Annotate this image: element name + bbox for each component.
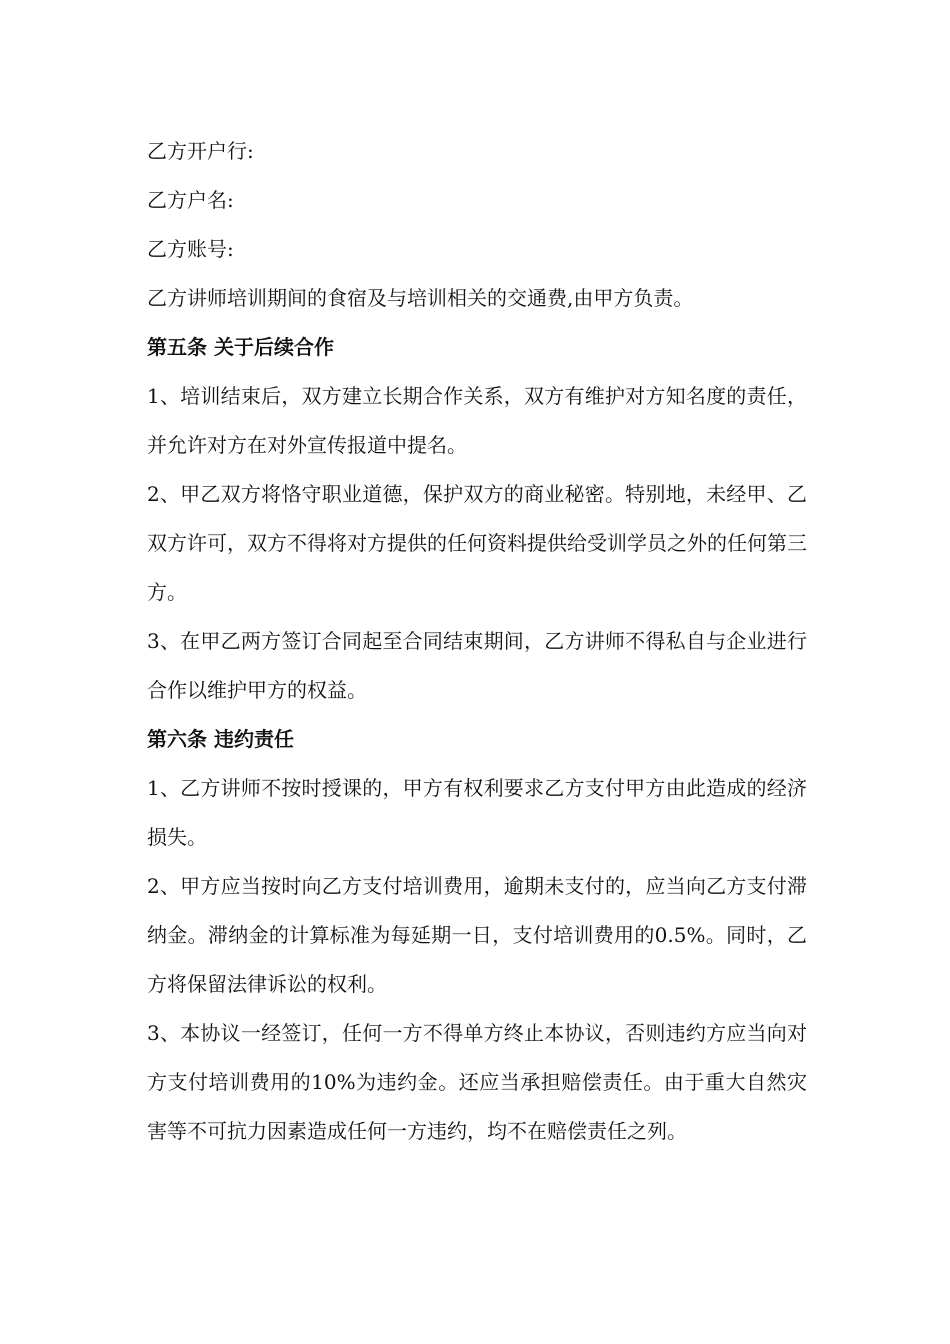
document-body — [147, 127, 807, 1156]
bank-name-line: 乙方开户行: — [147, 139, 254, 163]
section-5-clause-1: 1、培训结束后，双方建立长期合作关系，双方有维护对方知名度的责任，并允许对方在对外宣传报道中提名。 — [147, 384, 807, 457]
section-5-clause-2: 2、甲乙双方将恪守职业道德，保护双方的商业秘密。特别地，未经甲、乙双方许可，双方不得将对方提供的任何资料提供给受训学员之外的任何第三方。 — [147, 482, 807, 604]
section-6-heading: 第六条 违约责任 — [147, 727, 294, 751]
section-5-clause-3: 3、在甲乙两方签订合同起至合同结束期间，乙方讲师不得私自与企业进行合作以维护甲方的权益。 — [147, 629, 807, 702]
section-6-clause-1: 1、乙方讲师不按时授课的，甲方有权利要求乙方支付甲方由此造成的经济损失。 — [147, 776, 807, 849]
section-6-clause-3: 3、本协议一经签订，任何一方不得单方终止本协议，否则违约方应当向对方支付培训费用的10%为违约金。还应当承担赔偿责任。由于重大自然灾害等不可抗力因素造成任何一方违约，均不在赔偿责任之列。 — [147, 1021, 807, 1143]
section-5-heading: 第五条 关于后续合作 — [147, 335, 334, 359]
section-6-clause-2: 2、甲方应当按时向乙方支付培训费用，逾期未支付的，应当向乙方支付滞纳金。滞纳金的计算标准为每延期一日，支付培训费用的0.5%。同时，乙方将保留法律诉讼的权利。 — [147, 874, 807, 996]
account-number-line: 乙方账号: — [147, 237, 234, 261]
expenses-paragraph: 乙方讲师培训期间的食宿及与培训相关的交通费,由甲方负责。 — [147, 286, 694, 310]
account-name-line: 乙方户名: — [147, 188, 234, 212]
